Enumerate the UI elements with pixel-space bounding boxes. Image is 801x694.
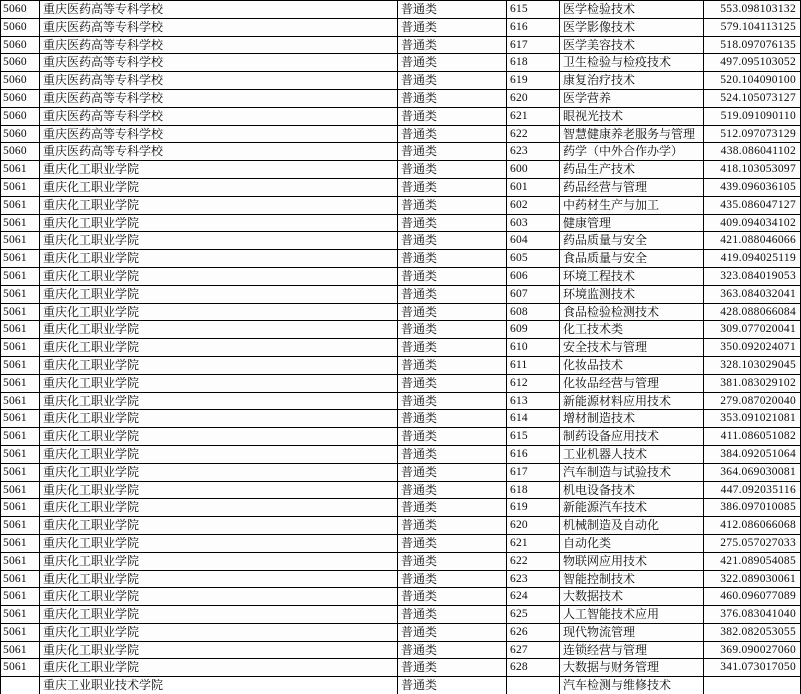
category-cell: 普通类 <box>398 463 507 481</box>
major-name-cell: 自动化类 <box>560 534 704 552</box>
table-row <box>1 54 801 72</box>
major-code-cell: 624 <box>507 588 560 606</box>
category-cell: 普通类 <box>398 232 507 250</box>
table-row <box>1 72 801 90</box>
table-row <box>1 36 801 54</box>
score-cell: 412.086066068 <box>704 517 801 535</box>
score-cell: 275.057027033 <box>704 534 801 552</box>
table-row <box>1 214 801 232</box>
major-code-cell: 609 <box>507 321 560 339</box>
category-cell: 普通类 <box>398 552 507 570</box>
major-code-cell: 625 <box>507 606 560 624</box>
school-code-cell: 5061 <box>1 445 40 463</box>
school-name-cell: 重庆医药高等专科学校 <box>40 36 398 54</box>
table-row <box>1 143 801 161</box>
category-cell: 普通类 <box>398 534 507 552</box>
major-name-cell: 化妆品技术 <box>560 356 704 374</box>
category-cell: 普通类 <box>398 499 507 517</box>
major-code-cell: 619 <box>507 72 560 90</box>
school-code-cell: 5061 <box>1 303 40 321</box>
category-cell: 普通类 <box>398 214 507 232</box>
school-code-cell: 5061 <box>1 374 40 392</box>
major-code-cell: 619 <box>507 499 560 517</box>
table-row <box>1 285 801 303</box>
table-row <box>1 606 801 624</box>
major-code-cell: 604 <box>507 232 560 250</box>
major-name-cell: 食品检验检测技术 <box>560 303 704 321</box>
school-code-cell <box>1 677 40 694</box>
major-code-cell: 618 <box>507 54 560 72</box>
major-name-cell: 大数据技术 <box>560 588 704 606</box>
major-code-cell: 610 <box>507 339 560 357</box>
category-cell: 普通类 <box>398 517 507 535</box>
school-name-cell: 重庆化工职业学院 <box>40 588 398 606</box>
major-name-cell: 安全技术与管理 <box>560 339 704 357</box>
score-cell: 447.092035116 <box>704 481 801 499</box>
major-code-cell: 620 <box>507 517 560 535</box>
major-name-cell: 医学营养 <box>560 89 704 107</box>
category-cell: 普通类 <box>398 570 507 588</box>
major-name-cell: 药品生产技术 <box>560 161 704 179</box>
school-code-cell: 5061 <box>1 392 40 410</box>
major-name-cell: 康复治疗技术 <box>560 72 704 90</box>
table-row <box>1 641 801 659</box>
major-name-cell: 机械制造及自动化 <box>560 517 704 535</box>
category-cell: 普通类 <box>398 321 507 339</box>
table-row <box>1 89 801 107</box>
category-cell: 普通类 <box>398 374 507 392</box>
score-cell: 376.083041040 <box>704 606 801 624</box>
major-name-cell: 制药设备应用技术 <box>560 428 704 446</box>
school-code-cell: 5060 <box>1 143 40 161</box>
category-cell: 普通类 <box>398 89 507 107</box>
table-row <box>1 499 801 517</box>
table-row <box>1 445 801 463</box>
score-cell: 497.095103052 <box>704 54 801 72</box>
school-code-cell: 5061 <box>1 428 40 446</box>
school-name-cell: 重庆化工职业学院 <box>40 552 398 570</box>
major-name-cell: 药品质量与安全 <box>560 232 704 250</box>
score-cell: 579.104113125 <box>704 18 801 36</box>
table-row <box>1 659 801 677</box>
category-cell: 普通类 <box>398 445 507 463</box>
major-name-cell: 物联网应用技术 <box>560 552 704 570</box>
table-row <box>1 303 801 321</box>
school-code-cell: 5061 <box>1 623 40 641</box>
school-name-cell: 重庆医药高等专科学校 <box>40 54 398 72</box>
major-code-cell: 607 <box>507 285 560 303</box>
score-cell: 381.083029102 <box>704 374 801 392</box>
school-name-cell: 重庆医药高等专科学校 <box>40 89 398 107</box>
school-code-cell: 5061 <box>1 659 40 677</box>
score-cell: 363.084032041 <box>704 285 801 303</box>
school-code-cell: 5060 <box>1 54 40 72</box>
score-cell: 435.086047127 <box>704 196 801 214</box>
category-cell: 普通类 <box>398 36 507 54</box>
category-cell: 普通类 <box>398 428 507 446</box>
score-cell: 519.091090110 <box>704 107 801 125</box>
score-cell: 421.089054085 <box>704 552 801 570</box>
school-code-cell: 5060 <box>1 89 40 107</box>
category-cell: 普通类 <box>398 125 507 143</box>
score-cell: 512.097073129 <box>704 125 801 143</box>
table-row <box>1 250 801 268</box>
score-cell <box>704 677 801 694</box>
major-code-cell: 623 <box>507 143 560 161</box>
school-name-cell: 重庆化工职业学院 <box>40 517 398 535</box>
school-code-cell: 5061 <box>1 499 40 517</box>
table-row <box>1 534 801 552</box>
school-code-cell: 5061 <box>1 356 40 374</box>
major-code-cell: 600 <box>507 161 560 179</box>
score-cell: 382.082053055 <box>704 623 801 641</box>
school-name-cell: 重庆化工职业学院 <box>40 481 398 499</box>
table-row <box>1 1 801 19</box>
category-cell: 普通类 <box>398 677 507 694</box>
school-name-cell: 重庆化工职业学院 <box>40 392 398 410</box>
score-cell: 309.077020041 <box>704 321 801 339</box>
score-cell: 520.104090100 <box>704 72 801 90</box>
table-row <box>1 677 801 694</box>
table-row <box>1 232 801 250</box>
major-code-cell: 616 <box>507 445 560 463</box>
category-cell: 普通类 <box>398 107 507 125</box>
school-code-cell: 5061 <box>1 178 40 196</box>
major-name-cell: 化工技术类 <box>560 321 704 339</box>
table-row <box>1 428 801 446</box>
major-code-cell: 618 <box>507 481 560 499</box>
major-name-cell: 智慧健康养老服务与管理 <box>560 125 704 143</box>
table-row <box>1 178 801 196</box>
category-cell: 普通类 <box>398 356 507 374</box>
school-code-cell: 5060 <box>1 18 40 36</box>
score-cell: 328.103029045 <box>704 356 801 374</box>
school-code-cell: 5061 <box>1 588 40 606</box>
major-code-cell: 608 <box>507 303 560 321</box>
school-name-cell: 重庆化工职业学院 <box>40 321 398 339</box>
table-row <box>1 18 801 36</box>
major-code-cell: 622 <box>507 125 560 143</box>
major-name-cell: 机电设备技术 <box>560 481 704 499</box>
major-code-cell: 614 <box>507 410 560 428</box>
school-name-cell: 重庆化工职业学院 <box>40 499 398 517</box>
school-code-cell: 5061 <box>1 606 40 624</box>
school-name-cell: 重庆医药高等专科学校 <box>40 107 398 125</box>
table-row <box>1 161 801 179</box>
major-code-cell <box>507 677 560 694</box>
category-cell: 普通类 <box>398 588 507 606</box>
major-name-cell: 连锁经营与管理 <box>560 641 704 659</box>
major-code-cell: 621 <box>507 534 560 552</box>
major-name-cell: 卫生检验与检疫技术 <box>560 54 704 72</box>
major-name-cell: 健康管理 <box>560 214 704 232</box>
school-name-cell: 重庆医药高等专科学校 <box>40 143 398 161</box>
major-name-cell: 新能源汽车技术 <box>560 499 704 517</box>
major-name-cell: 人工智能技术应用 <box>560 606 704 624</box>
score-cell: 438.086041102 <box>704 143 801 161</box>
table-row <box>1 125 801 143</box>
score-cell: 421.088046066 <box>704 232 801 250</box>
school-code-cell: 5060 <box>1 72 40 90</box>
school-code-cell: 5061 <box>1 196 40 214</box>
school-code-cell: 5061 <box>1 570 40 588</box>
category-cell: 普通类 <box>398 143 507 161</box>
school-name-cell: 重庆化工职业学院 <box>40 606 398 624</box>
school-code-cell: 5060 <box>1 125 40 143</box>
school-name-cell: 重庆化工职业学院 <box>40 623 398 641</box>
major-name-cell: 医学检验技术 <box>560 1 704 19</box>
category-cell: 普通类 <box>398 72 507 90</box>
table-row <box>1 410 801 428</box>
category-cell: 普通类 <box>398 410 507 428</box>
score-cell: 350.092024071 <box>704 339 801 357</box>
school-name-cell: 重庆化工职业学院 <box>40 374 398 392</box>
major-code-cell: 628 <box>507 659 560 677</box>
score-cell: 323.084019053 <box>704 267 801 285</box>
school-name-cell: 重庆化工职业学院 <box>40 303 398 321</box>
major-name-cell: 药品经营与管理 <box>560 178 704 196</box>
score-cell: 411.086051082 <box>704 428 801 446</box>
table-row <box>1 321 801 339</box>
school-code-cell: 5061 <box>1 517 40 535</box>
table-row <box>1 392 801 410</box>
school-name-cell: 重庆化工职业学院 <box>40 285 398 303</box>
category-cell: 普通类 <box>398 178 507 196</box>
category-cell: 普通类 <box>398 18 507 36</box>
school-name-cell: 重庆化工职业学院 <box>40 356 398 374</box>
major-code-cell: 606 <box>507 267 560 285</box>
major-name-cell: 新能源材料应用技术 <box>560 392 704 410</box>
school-code-cell: 5060 <box>1 36 40 54</box>
major-name-cell: 眼视光技术 <box>560 107 704 125</box>
table-row <box>1 107 801 125</box>
category-cell: 普通类 <box>398 285 507 303</box>
school-code-cell: 5060 <box>1 107 40 125</box>
school-name-cell: 重庆化工职业学院 <box>40 214 398 232</box>
score-cell: 518.097076135 <box>704 36 801 54</box>
category-cell: 普通类 <box>398 659 507 677</box>
major-code-cell: 620 <box>507 89 560 107</box>
school-name-cell: 重庆化工职业学院 <box>40 445 398 463</box>
major-name-cell: 汽车检测与维修技术 <box>560 677 704 694</box>
school-name-cell: 重庆化工职业学院 <box>40 570 398 588</box>
school-name-cell: 重庆化工职业学院 <box>40 463 398 481</box>
major-name-cell: 环境工程技术 <box>560 267 704 285</box>
score-cell: 386.097010085 <box>704 499 801 517</box>
score-cell: 384.092051064 <box>704 445 801 463</box>
major-name-cell: 医学美容技术 <box>560 36 704 54</box>
category-cell: 普通类 <box>398 196 507 214</box>
score-cell: 322.089030061 <box>704 570 801 588</box>
score-cell: 524.105073127 <box>704 89 801 107</box>
score-cell: 428.088066084 <box>704 303 801 321</box>
score-cell: 419.094025119 <box>704 250 801 268</box>
major-name-cell: 环境监测技术 <box>560 285 704 303</box>
school-name-cell: 重庆化工职业学院 <box>40 428 398 446</box>
table-row <box>1 517 801 535</box>
school-code-cell: 5060 <box>1 1 40 19</box>
major-code-cell: 623 <box>507 570 560 588</box>
major-code-cell: 626 <box>507 623 560 641</box>
table-row <box>1 481 801 499</box>
school-name-cell: 重庆化工职业学院 <box>40 196 398 214</box>
school-name-cell: 重庆医药高等专科学校 <box>40 125 398 143</box>
school-code-cell: 5061 <box>1 339 40 357</box>
score-cell: 553.098103132 <box>704 1 801 19</box>
table-row <box>1 374 801 392</box>
school-name-cell: 重庆化工职业学院 <box>40 534 398 552</box>
school-code-cell: 5061 <box>1 481 40 499</box>
table-row <box>1 552 801 570</box>
major-code-cell: 622 <box>507 552 560 570</box>
major-code-cell: 613 <box>507 392 560 410</box>
category-cell: 普通类 <box>398 339 507 357</box>
school-code-cell: 5061 <box>1 267 40 285</box>
category-cell: 普通类 <box>398 161 507 179</box>
table-row <box>1 588 801 606</box>
major-code-cell: 611 <box>507 356 560 374</box>
category-cell: 普通类 <box>398 1 507 19</box>
school-code-cell: 5061 <box>1 463 40 481</box>
school-name-cell: 重庆化工职业学院 <box>40 232 398 250</box>
major-code-cell: 627 <box>507 641 560 659</box>
major-code-cell: 605 <box>507 250 560 268</box>
school-code-cell: 5061 <box>1 161 40 179</box>
major-name-cell: 医学影像技术 <box>560 18 704 36</box>
table-row <box>1 196 801 214</box>
major-name-cell: 增材制造技术 <box>560 410 704 428</box>
category-cell: 普通类 <box>398 481 507 499</box>
major-code-cell: 617 <box>507 463 560 481</box>
school-name-cell: 重庆医药高等专科学校 <box>40 1 398 19</box>
school-code-cell: 5061 <box>1 552 40 570</box>
major-code-cell: 612 <box>507 374 560 392</box>
score-cell: 341.073017050 <box>704 659 801 677</box>
major-code-cell: 615 <box>507 428 560 446</box>
table-row <box>1 356 801 374</box>
school-name-cell: 重庆化工职业学院 <box>40 267 398 285</box>
school-name-cell: 重庆化工职业学院 <box>40 178 398 196</box>
school-code-cell: 5061 <box>1 410 40 428</box>
school-code-cell: 5061 <box>1 641 40 659</box>
school-name-cell: 重庆化工职业学院 <box>40 161 398 179</box>
major-name-cell: 工业机器人技术 <box>560 445 704 463</box>
school-code-cell: 5061 <box>1 214 40 232</box>
school-code-cell: 5061 <box>1 534 40 552</box>
major-name-cell: 智能控制技术 <box>560 570 704 588</box>
school-code-cell: 5061 <box>1 232 40 250</box>
school-name-cell: 重庆化工职业学院 <box>40 250 398 268</box>
score-cell: 439.096036105 <box>704 178 801 196</box>
category-cell: 普通类 <box>398 606 507 624</box>
category-cell: 普通类 <box>398 392 507 410</box>
major-name-cell: 中药材生产与加工 <box>560 196 704 214</box>
table-row <box>1 623 801 641</box>
category-cell: 普通类 <box>398 623 507 641</box>
category-cell: 普通类 <box>398 54 507 72</box>
score-cell: 409.094034102 <box>704 214 801 232</box>
score-cell: 460.096077089 <box>704 588 801 606</box>
major-code-cell: 603 <box>507 214 560 232</box>
school-name-cell: 重庆化工职业学院 <box>40 641 398 659</box>
major-code-cell: 602 <box>507 196 560 214</box>
category-cell: 普通类 <box>398 250 507 268</box>
school-name-cell: 重庆医药高等专科学校 <box>40 18 398 36</box>
major-name-cell: 化妆品经营与管理 <box>560 374 704 392</box>
table-row <box>1 463 801 481</box>
major-code-cell: 615 <box>507 1 560 19</box>
category-cell: 普通类 <box>398 267 507 285</box>
school-name-cell: 重庆化工职业学院 <box>40 410 398 428</box>
major-code-cell: 617 <box>507 36 560 54</box>
table-row <box>1 267 801 285</box>
major-name-cell: 汽车制造与试验技术 <box>560 463 704 481</box>
school-name-cell: 重庆化工职业学院 <box>40 659 398 677</box>
school-code-cell: 5061 <box>1 321 40 339</box>
major-name-cell: 食品质量与安全 <box>560 250 704 268</box>
school-name-cell: 重庆医药高等专科学校 <box>40 72 398 90</box>
major-name-cell: 大数据与财务管理 <box>560 659 704 677</box>
category-cell: 普通类 <box>398 303 507 321</box>
score-cell: 279.087020040 <box>704 392 801 410</box>
school-code-cell: 5061 <box>1 250 40 268</box>
school-code-cell: 5061 <box>1 285 40 303</box>
major-code-cell: 601 <box>507 178 560 196</box>
major-name-cell: 现代物流管理 <box>560 623 704 641</box>
score-cell: 353.091021081 <box>704 410 801 428</box>
table-row <box>1 339 801 357</box>
school-name-cell: 重庆工业职业技术学院 <box>40 677 398 694</box>
major-code-cell: 616 <box>507 18 560 36</box>
score-cell: 369.090027060 <box>704 641 801 659</box>
school-name-cell: 重庆化工职业学院 <box>40 339 398 357</box>
table-row <box>1 570 801 588</box>
score-cell: 364.069030081 <box>704 463 801 481</box>
table-body <box>1 1 801 694</box>
score-cell: 418.103053097 <box>704 161 801 179</box>
major-name-cell: 药学（中外合作办学） <box>560 143 704 161</box>
major-code-cell: 621 <box>507 107 560 125</box>
category-cell: 普通类 <box>398 641 507 659</box>
